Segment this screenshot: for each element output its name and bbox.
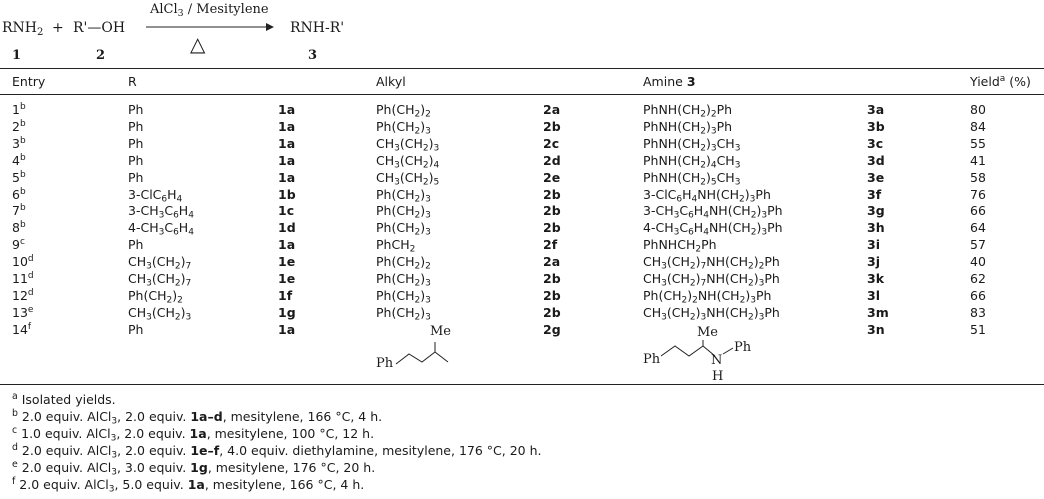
reaction-arrow [146, 20, 276, 34]
alkyl-id-cell: 2e [543, 169, 561, 185]
entry-cell: 5$^b$ [12, 169, 26, 185]
yield-cell: 66 [970, 203, 986, 219]
alkyl-cell: PhCH$_2$ [376, 237, 416, 255]
amine-id-cell: 3n [867, 321, 885, 337]
alkyl-id-cell: 2b [543, 304, 561, 320]
entry-cell: 1$^b$ [12, 102, 26, 117]
r-cell: $3-CH_3C_6H_4$ [128, 203, 194, 222]
footnote-b: $^b$ 2.0 equiv. AlCl$_3$, 2.0 equiv. 1a–d, mesitylene, 166 °C, 4 h. [12, 407, 383, 427]
r-cell: Ph [128, 152, 144, 168]
yield-cell: 40 [970, 254, 986, 270]
alkyl-cell: $Ph(CH_2)_3$ [376, 287, 431, 306]
r-id-cell: 1a [278, 152, 296, 168]
r-cell: Ph [128, 321, 144, 337]
table-top-rule [0, 68, 1044, 69]
amine-cell: $3-ClC_6H_4NH(CH_2)_3Ph$ [643, 186, 771, 205]
header-alkyl: Alkyl [376, 74, 406, 89]
r-cell: $CH_3(CH_2)_3$ [128, 304, 192, 323]
entry-cell: 4$^b$ [12, 152, 26, 168]
amine-id-cell: 3h [867, 220, 885, 236]
yield-cell: 83 [970, 304, 986, 320]
compound-number-3: 3 [308, 48, 318, 63]
yield-cell: 80 [970, 102, 986, 117]
amine-cell: $PhNH(CH_2)_5CH_3$ [643, 169, 741, 188]
r-id-cell: 1b [278, 186, 296, 202]
yield-cell: 76 [970, 186, 986, 202]
plus-sign: + [52, 20, 64, 36]
amine-cell: $CH_3(CH_2)_3NH(CH_2)_3Ph$ [643, 304, 780, 323]
r-cell: $CH_3(CH_2)_7$ [128, 271, 192, 289]
r-cell: $4-CH_3C_6H_4$ [128, 220, 194, 238]
r-id-cell: 1e [278, 254, 296, 270]
alkyl-id-cell: 2b [543, 186, 561, 202]
r-id-cell: 1a [278, 169, 296, 185]
compound-number-1: 1 [12, 48, 22, 63]
structure-3n-me: Me [697, 325, 719, 340]
amine-id-cell: 3b [867, 118, 885, 134]
amine-id-cell: 3i [867, 237, 880, 253]
entry-cell: 14$^f$ [12, 321, 32, 337]
footnote-a: $^a$ Isolated yields. [12, 390, 116, 407]
alkyl-id-cell: 2f [543, 237, 558, 253]
reaction-scheme [0, 0, 1044, 66]
header-entry: Entry [12, 74, 46, 89]
amine-id-cell: 3d [867, 152, 885, 168]
structure-2g-me: Me [430, 324, 452, 339]
alkyl-id-cell: 2g [543, 321, 561, 337]
alkyl-id-cell: 2a [543, 102, 561, 117]
yield-cell: 41 [970, 152, 986, 168]
amine-cell: $PhNH(CH_2)_2Ph$ [643, 102, 733, 120]
amine-cell: $CH_3(CH_2)_7NH(CH_2)_2Ph$ [643, 254, 780, 272]
amine-id-cell: 3e [867, 169, 885, 185]
entry-cell: 11$^d$ [12, 271, 34, 286]
yield-cell: 51 [970, 321, 986, 337]
alkyl-cell: $CH_3(CH_2)_3$ [376, 135, 440, 154]
alkyl-cell: $Ph(CH_2)_3$ [376, 203, 431, 222]
footnote-e: $^e$ 2.0 equiv. AlCl$_3$, 3.0 equiv. 1g, mesitylene, 176 °C, 20 h. [12, 458, 376, 478]
header-yield: Yield$^a$ (%) [970, 74, 1031, 89]
alkyl-id-cell: 2b [543, 203, 561, 219]
r-cell: $CH_3(CH_2)_7$ [128, 254, 192, 272]
alkyl-cell: $Ph(CH_2)_3$ [376, 271, 431, 289]
alkyl-cell: $Ph(CH_2)_2$ [376, 102, 431, 120]
header-r: R [128, 74, 137, 89]
r-cell: $3-ClC_6H_4$ [128, 186, 183, 205]
r-id-cell: 1c [278, 203, 295, 219]
r-cell: Ph [128, 237, 144, 253]
entry-cell: 2$^b$ [12, 118, 26, 134]
alkyl-cell: $Ph(CH_2)_3$ [376, 118, 431, 137]
alkyl-cell: $Ph(CH_2)_3$ [376, 304, 431, 323]
yield-cell: 66 [970, 287, 986, 303]
r-cell: Ph [128, 169, 144, 185]
alkyl-id-cell: 2b [543, 118, 561, 134]
alkyl-id-cell: 2b [543, 287, 561, 303]
compound-number-2: 2 [96, 48, 106, 63]
entry-cell: 8$^b$ [12, 220, 26, 236]
structure-2g-ph: Ph [376, 356, 394, 371]
amine-cell: $Ph(CH_2)_2NH(CH_2)_3Ph$ [643, 287, 772, 306]
yield-cell: 64 [970, 220, 986, 236]
amine-cell: $PhNH(CH_2)_3CH_3$ [643, 135, 741, 154]
yield-cell: 84 [970, 118, 986, 134]
footnote-d: $^d$ 2.0 equiv. AlCl$_3$, 2.0 equiv. 1e–f, 4.0 equiv. diethylamine, mesitylene, 176 °C, 20 h. [12, 441, 542, 461]
r-id-cell: 1f [278, 287, 293, 303]
amine-cell: $CH_3(CH_2)_7NH(CH_2)_3Ph$ [643, 271, 780, 289]
amine-id-cell: 3j [867, 254, 880, 270]
amine-cell: $PhNH(CH_2)_4CH_3$ [643, 152, 741, 171]
header-amine: Amine 3 [643, 74, 696, 89]
heat-triangle-icon: △ [190, 32, 206, 56]
alkyl-id-cell: 2b [543, 271, 561, 286]
table-bottom-rule [0, 384, 1044, 385]
r-id-cell: 1d [278, 220, 296, 236]
r-cell: Ph [128, 102, 144, 117]
r-id-cell: 1a [278, 102, 296, 117]
amine-cell: $PhNH(CH_2)_3Ph$ [643, 118, 733, 137]
alkyl-cell: $CH_3(CH_2)_4$ [376, 152, 440, 171]
r-id-cell: 1a [278, 118, 296, 134]
alkyl-cell: $Ph(CH_2)_2$ [376, 254, 431, 272]
alkyl-id-cell: 2d [543, 152, 561, 168]
alkyl-cell: $Ph(CH_2)_3$ [376, 186, 431, 205]
amine-id-cell: 3a [867, 102, 885, 117]
yield-cell: 57 [970, 237, 986, 253]
structure-3n-h: H [712, 369, 724, 384]
entry-cell: 3$^b$ [12, 135, 26, 151]
r-id-cell: 1g [278, 304, 296, 320]
footnote-c: $^c$ 1.0 equiv. AlCl$_3$, 2.0 equiv. 1a, mesitylene, 100 °C, 12 h. [12, 424, 375, 444]
amine-id-cell: 3k [867, 271, 885, 286]
entry-cell: 6$^b$ [12, 186, 26, 202]
r-id-cell: 1e [278, 271, 296, 286]
reactant-alcohol: R'—OH [73, 20, 126, 36]
amine-cell: $3-CH_3C_6H_4NH(CH_2)_3Ph$ [643, 203, 783, 222]
structure-3n-n: N [711, 353, 723, 368]
yield-cell: 55 [970, 135, 986, 151]
alkyl-cell: $Ph(CH_2)_3$ [376, 220, 431, 238]
alkyl-id-cell: 2b [543, 220, 561, 236]
amine-id-cell: 3c [867, 135, 884, 151]
r-cell: $Ph(CH_2)_2$ [128, 287, 183, 306]
yield-cell: 62 [970, 271, 986, 286]
structure-3n-ph-left: Ph [643, 352, 661, 367]
entry-cell: 7$^b$ [12, 203, 26, 219]
structure-3n-ph-right: Ph [734, 340, 752, 355]
reaction-conditions: AlCl$_3$ / Mesitylene [150, 2, 269, 19]
entry-cell: 9$^c$ [12, 237, 25, 253]
alkyl-id-cell: 2a [543, 254, 561, 270]
amine-id-cell: 3g [867, 203, 885, 219]
r-cell: Ph [128, 118, 144, 134]
footnote-f: $^f$ 2.0 equiv. AlCl$_3$, 5.0 equiv. 1a, mesitylene, 166 °C, 4 h. [12, 475, 365, 495]
entry-cell: 13e [12, 304, 34, 320]
amine-id-cell: 3m [867, 304, 889, 320]
yield-cell: 58 [970, 169, 986, 185]
amine-id-cell: 3l [867, 287, 880, 303]
r-id-cell: 1a [278, 321, 296, 337]
r-cell: Ph [128, 135, 144, 151]
product: RNH-R' [290, 20, 345, 36]
amine-id-cell: 3f [867, 186, 882, 202]
amine-cell: PhNHCH$_2$Ph [643, 237, 717, 255]
alkyl-id-cell: 2c [543, 135, 560, 151]
r-id-cell: 1a [278, 135, 296, 151]
entry-cell: 12$^d$ [12, 287, 34, 303]
alkyl-cell: $CH_3(CH_2)_5$ [376, 169, 440, 188]
entry-cell: 10$^d$ [12, 254, 34, 270]
amine-cell: $4-CH_3C_6H_4NH(CH_2)_3Ph$ [643, 220, 783, 238]
reactant-amine: $RNH_2$ [2, 20, 44, 39]
r-id-cell: 1a [278, 237, 296, 253]
table-header-rule [0, 94, 1044, 95]
